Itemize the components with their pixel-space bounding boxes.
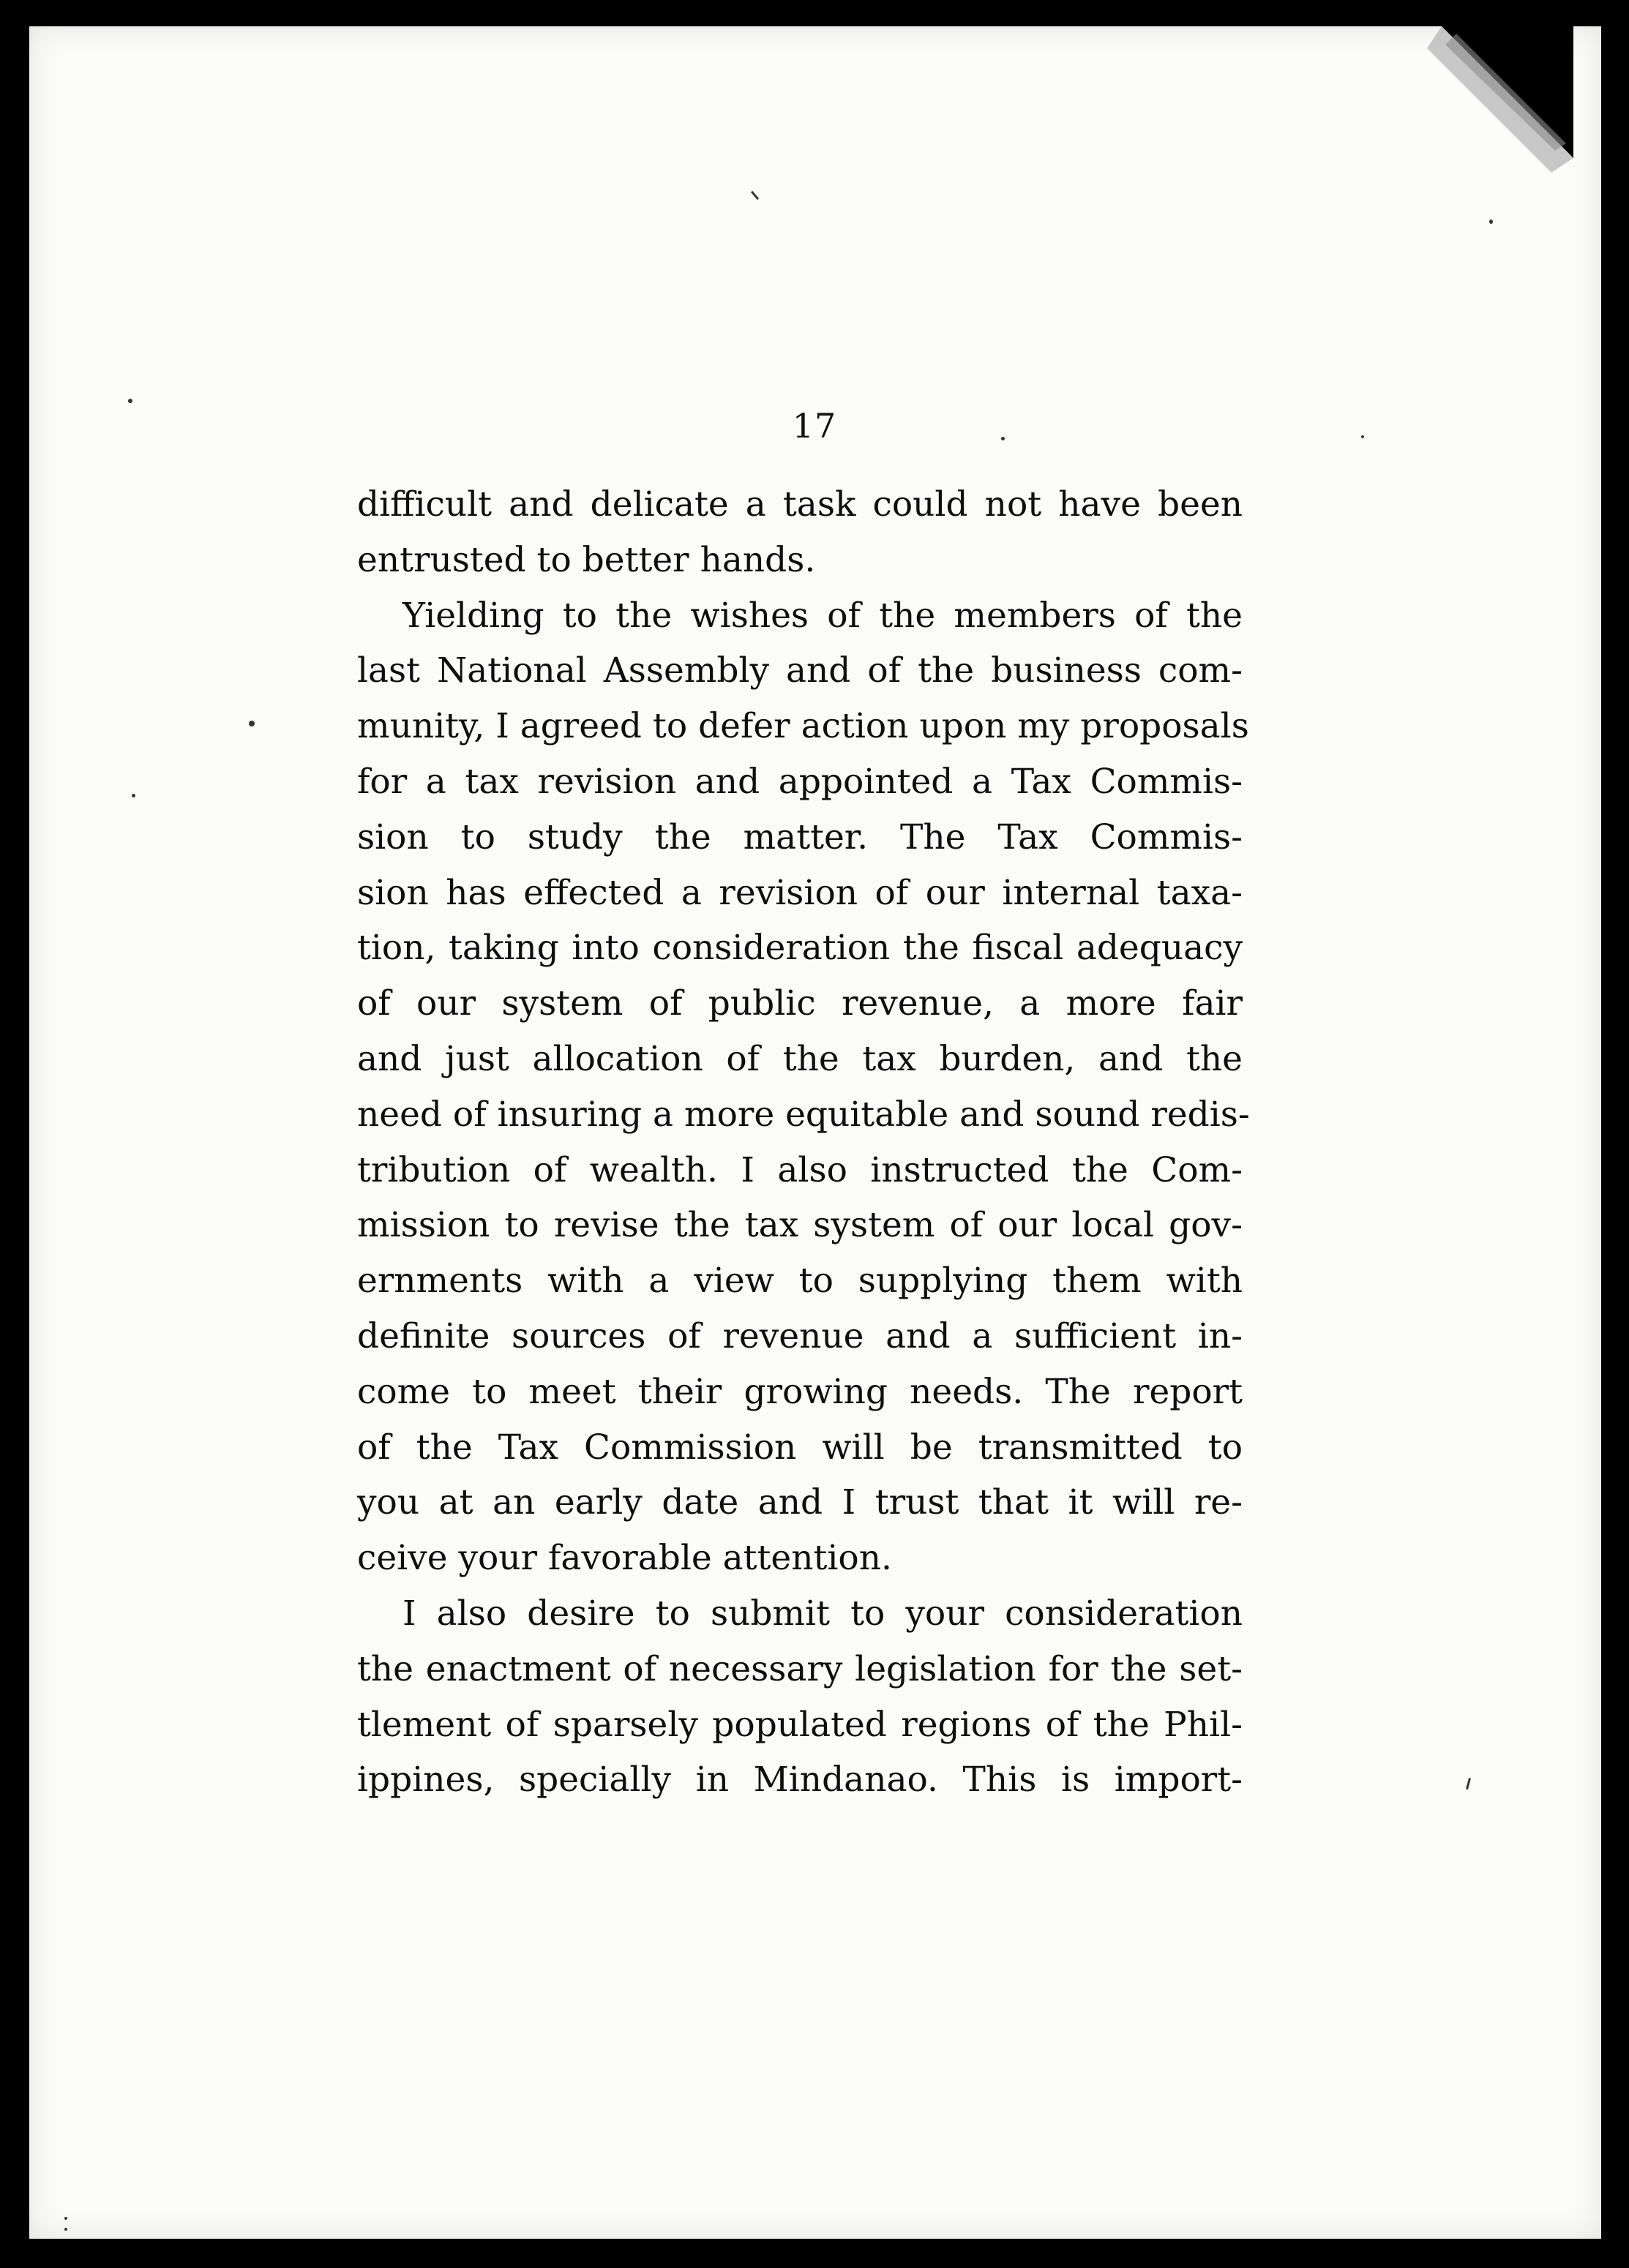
text-line: ceive your favorable attention. <box>357 1538 892 1579</box>
text-line: definite sources of revenue and a sufficient in- <box>357 1315 1243 1356</box>
text-line: come to meet their growing needs. The report <box>357 1371 1243 1412</box>
text-line: you at an early date and I trust that it will re- <box>357 1482 1243 1523</box>
text-line: ippines, specially in Mindanao. This is import- <box>357 1760 1243 1800</box>
text-line: and just allocation of the tax burden, and the <box>357 1038 1243 1079</box>
speck <box>64 2228 67 2231</box>
text-line: Yielding to the wishes of the members of the <box>402 595 1243 636</box>
speck <box>1489 219 1493 224</box>
text-line: tribution of wealth. I also instructed the Com- <box>357 1149 1243 1190</box>
body-text <box>357 477 1250 1808</box>
text-line: for a tax revision and appointed a Tax Commis- <box>357 761 1243 802</box>
text-line: ernments with a view to supplying them with <box>357 1261 1243 1302</box>
speck <box>132 794 135 797</box>
speck <box>128 399 132 403</box>
text-line: tlement of sparsely populated regions of the Phil- <box>357 1704 1243 1745</box>
text-line: entrusted to better hands. <box>357 539 816 580</box>
text-line: sion has effected a revision of our internal taxa- <box>357 872 1243 913</box>
text-line: I also desire to submit to your consideration <box>402 1593 1243 1634</box>
text-line: last National Assembly and of the business com- <box>357 650 1243 691</box>
text-line: munity, I agreed to defer action upon my proposals <box>357 706 1249 747</box>
text-line: need of insuring a more equitable and sound redis- <box>357 1094 1250 1135</box>
text-line: of the Tax Commission will be transmitted to <box>357 1427 1243 1468</box>
text-line: sion to study the matter. The Tax Commis- <box>357 816 1243 857</box>
text-line: of our system of public revenue, a more fair <box>357 983 1243 1024</box>
text-line: the enactment of necessary legislation for the set- <box>357 1648 1243 1689</box>
text-line: difficult and delicate a task could not have been <box>357 484 1243 525</box>
folded-corner <box>1427 26 1573 173</box>
page-number: 17 <box>792 406 837 446</box>
text-line: tion, taking into consideration the fiscal adequacy <box>357 928 1243 969</box>
speck <box>64 2217 67 2220</box>
text-line: mission to revise the tax system of our local gov- <box>357 1205 1243 1246</box>
speck <box>249 721 255 726</box>
